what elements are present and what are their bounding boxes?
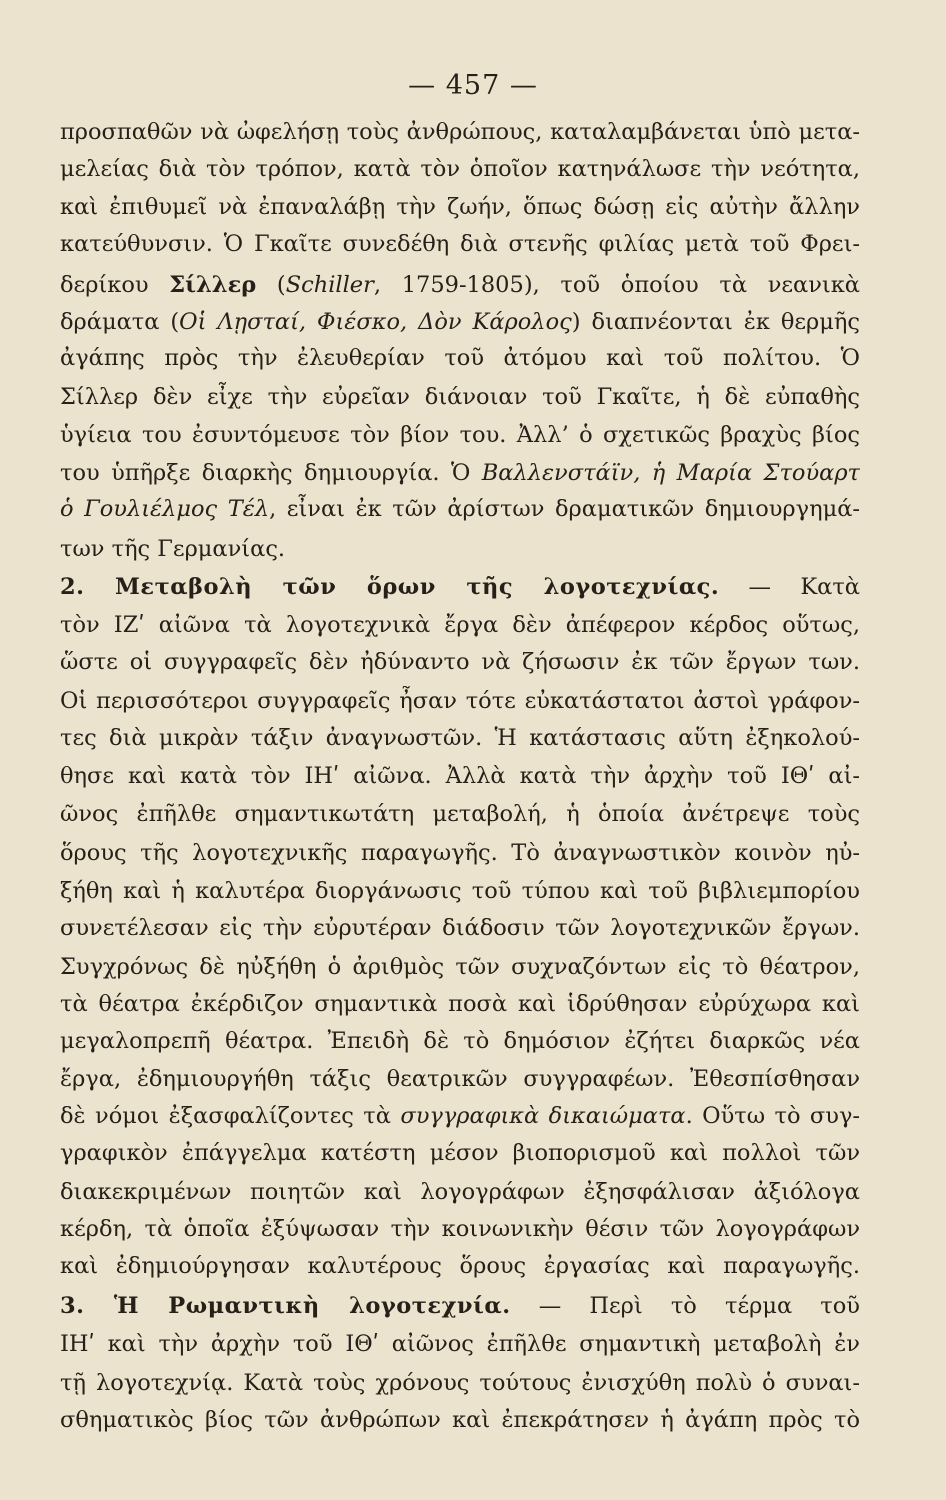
text-segment: Συγχρόνως δὲ ηὐξήθη ὁ ἀριθμὸς τῶν συχναζόντων εἰς τὸ θέατρον,	[60, 954, 860, 980]
text-line	[60, 494, 860, 524]
text-line	[60, 1368, 860, 1398]
text-segment: ὥστε οἱ συγγραφεῖς δὲν ἠδύναντο νὰ ζήσωσιν ἐκ τῶν ἔργων των.	[60, 649, 860, 675]
text-line	[60, 458, 860, 488]
text-segment: σθηματικὸς βίος τῶν ἀνθρώπων καὶ ἐπεκράτησεν ἡ ἀγάπη πρὸς τὸ	[60, 1407, 860, 1433]
text-line	[60, 1214, 860, 1244]
text-segment: θησε καὶ κατὰ τὸν ΙΗʹ αἰῶνα. Ἀλλὰ κατὰ τὴν ἀρχὴν τοῦ ΙΘʹ αἰ-	[60, 763, 860, 789]
text-line	[60, 420, 860, 450]
text-segment: , 1759-1805), τοῦ ὁποίου τὰ νεανικὰ	[373, 272, 860, 298]
text-line	[60, 382, 860, 412]
text-segment: (	[256, 272, 286, 298]
text-segment: τες διὰ μικρὰν τάξιν ἀναγνωστῶν. Ἡ κατάστασις αὕτη ἐξηκολού-	[60, 725, 860, 751]
text-line	[60, 610, 860, 640]
text-line	[60, 838, 860, 868]
italic-text: Schiller	[285, 272, 374, 298]
text-line	[60, 307, 860, 337]
text-line	[60, 952, 860, 982]
text-line	[60, 117, 860, 147]
text-line	[60, 989, 860, 1019]
text-line	[60, 229, 860, 259]
text-segment: γραφικὸν ἐπάγγελμα κατέστη μέσον βιοπορισμοῦ καὶ πολλοὶ τῶν	[60, 1140, 860, 1166]
text-segment: κέρδη, τὰ ὁποῖα ἐξύψωσαν τὴν κοινωνικὴν θέσιν τῶν λογογράφων	[60, 1216, 860, 1242]
text-segment: τὸν ΙΖʹ αἰῶνα τὰ λογοτεχνικὰ ἔργα δὲν ἀπέφερον κέρδος οὕτως,	[60, 612, 860, 638]
text-line	[60, 1329, 860, 1359]
text-segment: δὲ νόμοι ἐξασφαλίζοντες τὰ	[60, 1103, 401, 1129]
text-segment: . Οὕτω τὸ συγ-	[685, 1103, 860, 1129]
text-segment: — Περὶ τὸ τέρμα τοῦ	[510, 1293, 860, 1319]
text-segment: ὅρους τῆς λογοτεχνικῆς παραγωγῆς. Τὸ ἀναγνωστικὸν κοινὸν ηὐ-	[60, 840, 860, 866]
italic-text: ὁ Γουλιέλμος Τέλ	[60, 496, 270, 522]
text-segment: ξήθη καὶ ἡ καλυτέρα διοργάνωσις τοῦ τύπου καὶ τοῦ βιβλιεμπορίου	[60, 878, 860, 904]
text-line	[60, 1405, 860, 1435]
text-segment: καὶ ἐπιθυμεῖ νὰ ἐπαναλάβῃ τὴν ζωήν, ὅπως δώσῃ εἰς αὐτὴν ἄλλην	[60, 194, 860, 220]
text-segment: ἔργα, ἐδημιουργήθη τάξις θεατρικῶν συγγραφέων. Ἐθεσπίσθησαν	[60, 1066, 860, 1092]
text-line	[60, 270, 860, 300]
text-line	[60, 192, 860, 222]
text-line	[60, 343, 860, 373]
text-segment: ΙΗʹ καὶ τὴν ἀρχὴν τοῦ ΙΘʹ αἰῶνος ἐπῆλθε σημαντικὴ μεταβολὴ ἐν	[60, 1331, 860, 1357]
text-segment: Οἱ περισσότεροι συγγραφεῖς ἦσαν τότε εὐκατάστατοι ἀστοὶ γράφον-	[60, 688, 860, 714]
text-segment: ῶνος ἐπῆλθε σημαντικωτάτη μεταβολή, ἡ ὁποία ἀνέτρεψε τοὺς	[60, 801, 860, 827]
section-heading: 3. Ἡ Ρωμαντικὴ λογοτεχνία.	[60, 1293, 511, 1319]
text-line	[60, 876, 860, 906]
text-segment: τῇ λογοτεχνίᾳ. Κατὰ τοὺς χρόνους τούτους ἐνισχύθη πολὺ ὁ συναι-	[60, 1370, 860, 1396]
text-line	[60, 1026, 860, 1056]
text-line	[60, 647, 860, 677]
text-line	[60, 761, 860, 791]
text-line	[60, 723, 860, 753]
text-line	[60, 913, 860, 943]
text-segment: κατεύθυνσιν. Ὁ Γκαῖτε συνεδέθη διὰ στενῆς φιλίας μετὰ τοῦ Φρει-	[60, 231, 860, 257]
text-segment: προσπαθῶν νὰ ὠφελήσῃ τοὺς ἀνθρώπους, καταλαμβάνεται ὑπὸ μετα-	[60, 119, 860, 145]
text-segment: των τῆς Γερμανίας.	[60, 536, 286, 562]
page-number: — 457 —	[408, 70, 538, 101]
text-segment: Σίλλερ δὲν εἶχε τὴν εὐρεῖαν διάνοιαν τοῦ Γκαῖτε, ἡ δὲ εὐπαθὴς	[60, 384, 860, 410]
text-segment: — Κατὰ	[719, 574, 860, 600]
text-segment: , εἶναι ἐκ τῶν ἀρίστων δραματικῶν δημιουργημά-	[269, 496, 860, 522]
text-line	[60, 154, 860, 184]
bold-name: Σίλλερ	[169, 272, 257, 298]
text-line	[60, 799, 860, 829]
text-line	[60, 1064, 860, 1094]
text-line	[60, 572, 860, 602]
text-line	[60, 1177, 860, 1207]
text-segment: ) διαπνέονται ἐκ θερμῆς	[571, 309, 860, 335]
text-segment: διακεκριμένων ποιητῶν καὶ λογογράφων ἐξησφάλισαν ἀξιόλογα	[60, 1179, 860, 1205]
text-segment: ὑγίεια του ἐσυντόμευσε τὸν βίον του. Ἀλλ’ ὁ σχετικῶς βραχὺς βίος	[60, 422, 860, 448]
text-segment: καὶ ἐδημιούργησαν καλυτέρους ὅρους ἐργασίας καὶ παραγωγῆς.	[60, 1253, 860, 1279]
italic-text: Οἱ Λῃσταί, Φιέσκο, Δὸν Κάρολος	[179, 309, 572, 335]
text-line	[60, 1101, 860, 1131]
section-heading: 2. Μεταβολὴ τῶν ὅρων τῆς λογοτεχνίας.	[60, 574, 720, 600]
text-line	[60, 1251, 860, 1281]
text-segment: δερίκου	[60, 272, 170, 298]
text-segment: συνετέλεσαν εἰς τὴν εὐρυτέραν διάδοσιν τῶν λογοτεχνικῶν ἔργων.	[60, 915, 860, 941]
italic-text: συγγραφικὰ δικαιώματα	[400, 1103, 686, 1129]
text-line	[60, 1138, 860, 1168]
text-line	[60, 534, 860, 564]
text-line	[60, 686, 860, 716]
text-segment: ἀγάπης πρὸς τὴν ἐλευθερίαν τοῦ ἀτόμου καὶ τοῦ πολίτου. Ὁ	[60, 345, 860, 371]
text-segment: του ὑπῆρξε διαρκὴς δημιουργία. Ὁ	[60, 460, 482, 486]
text-segment: μελείας διὰ τὸν τρόπον, κατὰ τὸν ὁποῖον κατηνάλωσε τὴν νεότητα,	[60, 156, 860, 182]
text-segment: τὰ θέατρα ἐκέρδιζον σημαντικὰ ποσὰ καὶ ἱδρύθησαν εὐρύχωρα καὶ	[60, 991, 860, 1017]
text-segment: μεγαλοπρεπῆ θέατρα. Ἐπειδὴ δὲ τὸ δημόσιον ἐζήτει διαρκῶς νέα	[60, 1028, 860, 1054]
text-segment: δράματα (	[60, 309, 180, 335]
italic-text: Βαλλενστάϊν, ἡ Μαρία Στούαρτ	[481, 460, 860, 486]
text-line	[60, 1291, 860, 1321]
